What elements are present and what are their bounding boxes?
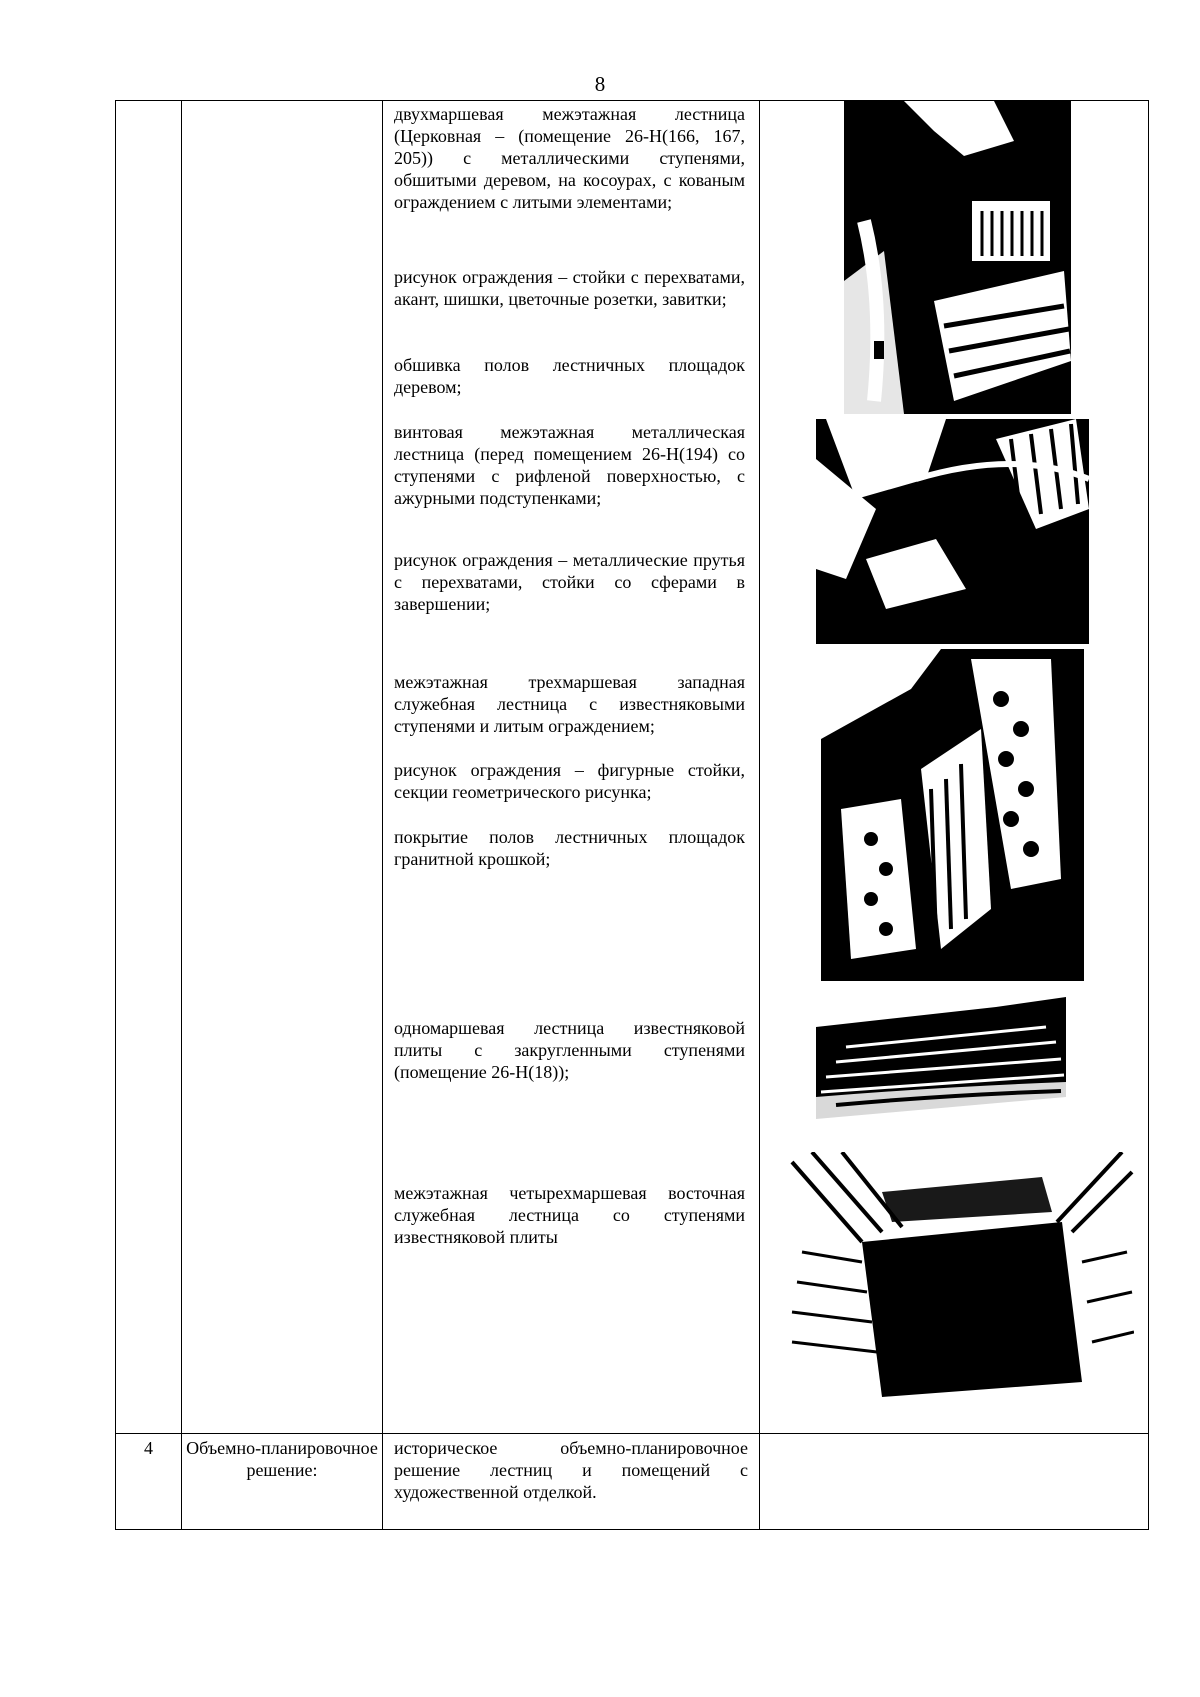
landing-floor-wood: обшивка полов лестничных площадок деревом; [394, 355, 745, 397]
description-cell [383, 101, 760, 1434]
table-row [116, 101, 1149, 1434]
spiral-staircase-description: винтовая межэтажная металлическая лестница (перед помещением 26-Н(194) со ступенями с рифленой поверхностью, с ажурными подступенками; [394, 422, 745, 508]
photo-cell-empty [760, 1434, 1149, 1530]
row-number: 4 [116, 1434, 182, 1530]
element-description: историческое объемно-планировочное решение лестниц и помещений с художественной отделкой. [383, 1434, 760, 1530]
west-staircase-photo [821, 649, 1084, 981]
number-cell [116, 101, 182, 1434]
page-number: 8 [594, 72, 606, 96]
church-staircase-photo [844, 101, 1071, 414]
table-row [116, 1434, 1149, 1530]
element-name-cell [182, 101, 383, 1434]
landing-floor-granite: покрытие полов лестничных площадок гранитной крошкой; [394, 827, 745, 869]
west-staircase-description: межэтажная трехмаршевая западная служебная лестница с известняковыми ступенями и литым ограждением; [394, 672, 745, 736]
element-name: Объемно-планировочное решение: [182, 1434, 383, 1530]
spiral-staircase-photo [816, 419, 1089, 644]
railing-pattern-west: рисунок ограждения – фигурные стойки, секции геометрического рисунка; [394, 760, 745, 802]
single-flight-staircase-photo [816, 987, 1066, 1119]
single-flight-staircase-description: одномаршевая лестница известняковой плиты с закругленными ступенями (помещение 26-Н(18)); [394, 1018, 745, 1082]
specification-table [115, 100, 1149, 1530]
railing-pattern-spiral: рисунок ограждения – металлические прутья с перехватами, стойки со сферами в завершении; [394, 550, 745, 614]
staircase-church-description: двухмаршевая межэтажная лестница (Церковная – (помещение 26-Н(166, 167, 205)) с металлическими ступенями, обшитыми деревом, на косоурах, с кованым ограждением с литыми элементами; [394, 104, 745, 212]
photo-cell [760, 101, 1149, 1434]
east-staircase-description: межэтажная четырехмаршевая восточная служебная лестница со ступенями известняковой плиты [394, 1183, 745, 1247]
railing-pattern-church: рисунок ограждения – стойки с перехватами, акант, шишки, цветочные розетки, завитки; [394, 267, 745, 309]
east-staircase-photo [782, 1152, 1134, 1404]
